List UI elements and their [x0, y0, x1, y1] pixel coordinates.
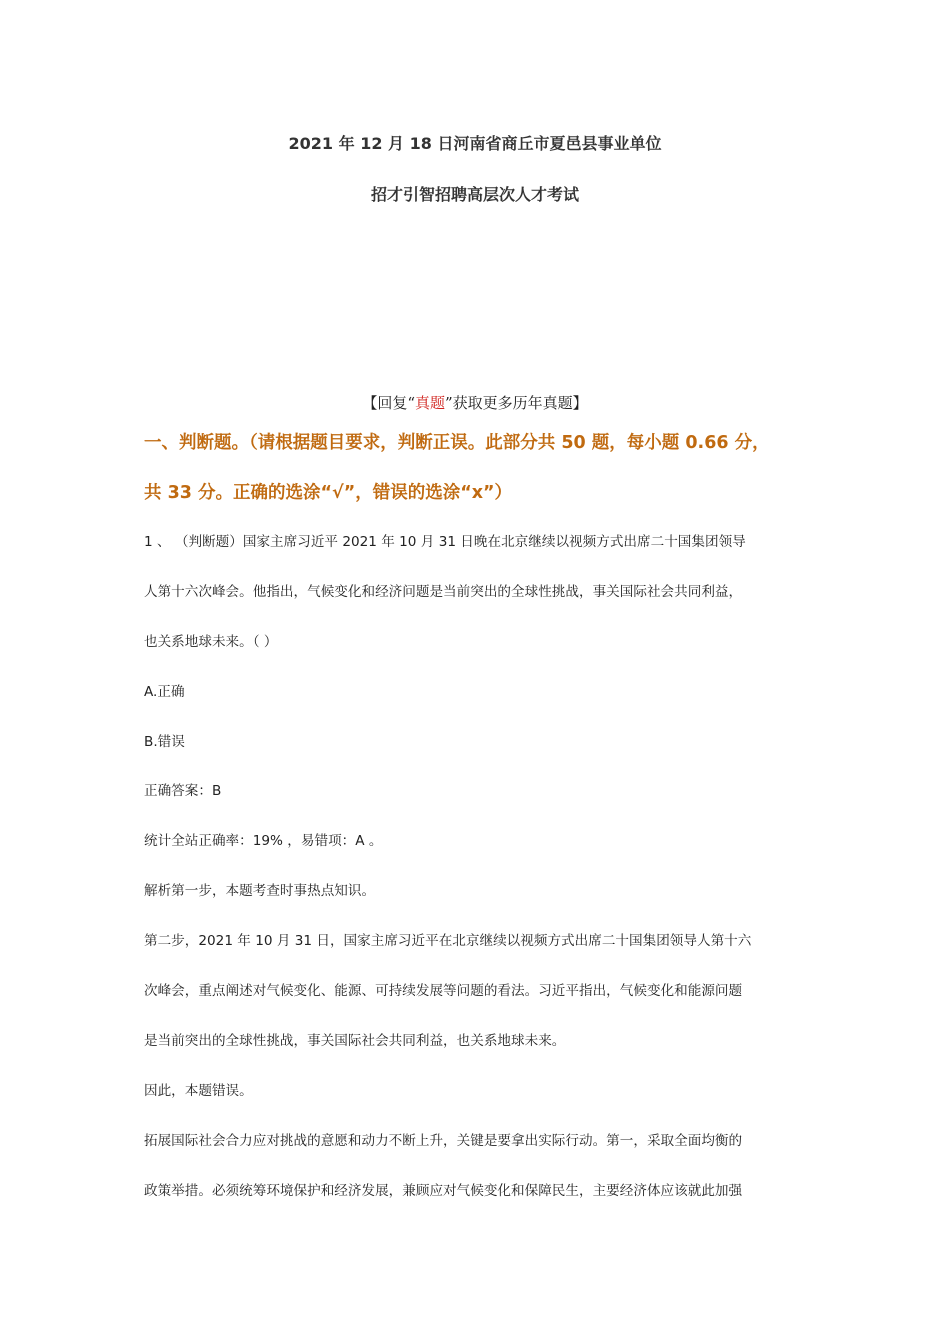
reply-notice-prefix: 【回复“ [362, 394, 415, 412]
analysis-conclusion: 因此，本题错误。 [144, 1083, 253, 1099]
reply-notice [0, 392, 950, 413]
section-header-line-1: 一、判断题。（请根据题目要求，判断正误。此部分共 50 题，每小题 0.66 分， [144, 433, 770, 453]
reply-notice-highlight: 真题 [414, 394, 445, 412]
question-stem-line-1: 1 、 （判断题）国家主席习近平 2021 年 10 月 31 日晚在北京继续以视频方式出席二十国集团领导 [144, 534, 746, 550]
question-stem-line-2: 人第十六次峰会。他指出，气候变化和经济问题是当前突出的全球性挑战，事关国际社会共同利益， [144, 584, 743, 600]
answer-statistics: 统计全站正确率：19% ，易错项：A 。 [144, 833, 383, 849]
extension-line-1: 拓展国际社会合力应对挑战的意愿和动力不断上升，关键是要拿出实际行动。第一，采取全面均衡的 [144, 1133, 743, 1149]
option-b: B.错误 [144, 734, 185, 750]
document-title-line-1: 2021 年 12 月 18 日河南省商丘市夏邑县事业单位 [288, 134, 662, 153]
question-stem-line-3: 也关系地球未来。（ ） [144, 634, 278, 650]
analysis-step-2-line-3: 是当前突出的全球性挑战，事关国际社会共同利益，也关系地球未来。 [144, 1033, 566, 1049]
document-title-line-2: 招才引智招聘高层次人才考试 [370, 185, 579, 204]
option-a: A.正确 [144, 684, 185, 700]
extension-line-2: 政策举措。必须统筹环境保护和经济发展，兼顾应对气候变化和保障民生，主要经济体应该就此加强 [144, 1183, 743, 1199]
analysis-step-2-line-2: 次峰会，重点阐述对气候变化、能源、可持续发展等问题的看法。习近平指出，气候变化和能源问题 [144, 983, 743, 999]
analysis-step-2-line-1: 第二步，2021 年 10 月 31 日，国家主席习近平在北京继续以视频方式出席二十国集团领导人第十六 [144, 933, 752, 949]
reply-notice-suffix: ”获取更多历年真题】 [445, 394, 588, 412]
analysis-step-1: 解析第一步，本题考查时事热点知识。 [144, 883, 376, 899]
correct-answer: 正确答案：B [144, 783, 222, 799]
section-header-line-2: 共 33 分。正确的选涂“√”，错误的选涂“x”） [144, 483, 513, 503]
